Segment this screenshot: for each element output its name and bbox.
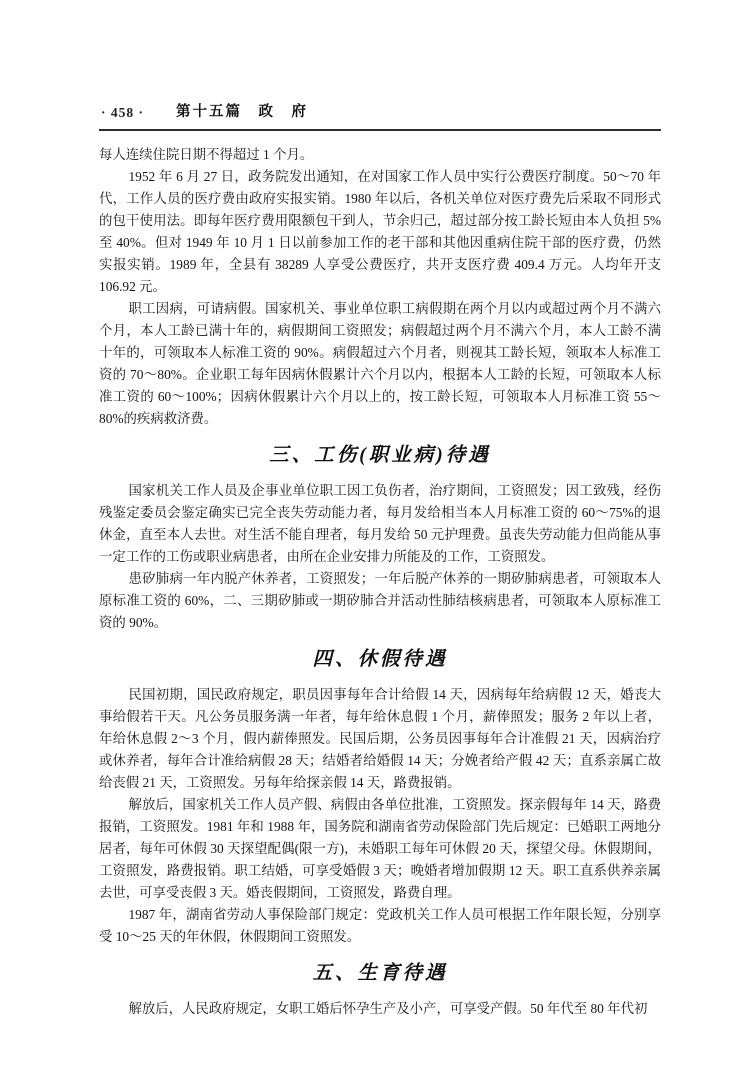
section-heading-maternity: 五、生育待遇 bbox=[312, 963, 448, 984]
paragraph-silicosis: 患矽肺病一年内脱产休养者，工资照发；一年后脱产休养的一期矽肺病患者，可领取本人原标准工资的 60%，二、三期矽肺或一期矽肺合并活动性肺结核病患者，可领取本人原标准工资的 90%。 bbox=[99, 571, 661, 630]
page-content bbox=[99, 100, 661, 1020]
paragraph-republic-era-leave: 民国初期，国民政府规定，职员因事每年合计给假 14 天，因病每年给病假 12 天，婚丧大事给假若干天。凡公务员服务满一年者，每年给休息假 1 个月，薪俸照发；服务 2 年以上者，年给休息假 2～3 个月，假内薪俸照发。民国后期，公务员因事每年合计准假 21 天，因病治疗或休养者，每年合计准给病假 28 天；结婚者给婚假 14 天；分娩者给产假 42 天；直系亲属亡故给丧假 21 天，工资照发。另每年给探亲假 14 天，路费报销。 bbox=[99, 687, 661, 790]
paragraph-post-liberation-leave: 解放后，国家机关工作人员产假、病假由各单位批准，工资照发。探亲假每年 14 天，路费报销，工资照发。1981 年和 1988 年，国务院和湖南省劳动保险部门先后规定：已婚职工两地分居者，每年可休假 30 天探望配偶(限一方)，未婚职工每年可休假 20 天，探望父母。休假期间，工资照发，路费报销。职工结婚，可享受婚假 3 天；晚婚者增加假期 12 天。职工直系供养亲属去世，可享受丧假 3 天。婚丧假期间，工资照发，路费自理。 bbox=[99, 797, 661, 900]
paragraph-public-medical-1952: 1952 年 6 月 27 日，政务院发出通知，在对国家工作人员中实行公费医疗制度。50～70 年代，工作人员的医疗费由政府实报实销。1980 年以后，各机关单位对医疗费先后采取不同形式的包干使用法。即每年医疗费用限额包干到人，节余归己，超过部分按工龄长短由本人负担 5%至 40%。但对 1949 年 10 月 1 日以前参加工作的老干部和其他因重病住院干部的医疗费，仍然实报实销。1989 年，全县有 38289 人享受公费医疗，共开支医疗费 409.4 万元。人均年开支 106.92 元。 bbox=[99, 169, 661, 294]
book-section-title: 第十五篇 政 府 bbox=[176, 104, 309, 120]
section-heading-vacation: 四、休假待遇 bbox=[312, 649, 448, 670]
paragraph-maternity: 解放后，人民政府规定，女职工婚后怀孕生产及小产，可享受产假。50 年代至 80 年代初 bbox=[128, 1001, 648, 1016]
body-text bbox=[99, 144, 661, 1020]
running-header bbox=[99, 100, 661, 131]
paragraph-sick-leave: 职工因病，可请病假。国家机关、事业单位职工病假期在两个月以内或超过两个月不满六个月，本人工龄已满十年的，病假期间工资照发；病假超过两个月不满六个月，本人工龄不满十年的，可领取本人标准工资的 90%。病假超过六个月者，则视其工龄长短，领取本人标准工资的 70～80%。企业职工每年因病休假累计六个月以内，根据本人工龄的长短，可领取本人标准工资的 60～100%；因病休假累计六个月以上的，按工龄长短，可领取本人月标准工资 55～80%的疾病救济费。 bbox=[99, 301, 661, 426]
paragraph-hospital-limit: 每人连续住院日期不得超过 1 个月。 bbox=[99, 147, 314, 162]
paragraph-work-injury: 国家机关工作人员及企事业单位职工因工负伤者，治疗期间，工资照发；因工致残，经伤残鉴定委员会鉴定确实已完全丧失劳动能力者，每月发给相当本人月标准工资的 60～75%的退休金，直至本人去世。对生活不能自理者，每月发给 50 元护理费。虽丧失劳动能力但尚能从事一定工作的工伤或职业病患者，由所在企业安排力所能及的工作，工资照发。 bbox=[99, 483, 661, 564]
page-number: · 458 · bbox=[101, 105, 145, 120]
paragraph-1987-annual-leave: 1987 年，湖南省劳动人事保险部门规定：党政机关工作人员可根据工作年限长短，分别享受 10～25 天的年休假，休假期间工资照发。 bbox=[99, 907, 661, 944]
section-heading-work-injury: 三、工伤(职业病)待遇 bbox=[269, 445, 491, 466]
